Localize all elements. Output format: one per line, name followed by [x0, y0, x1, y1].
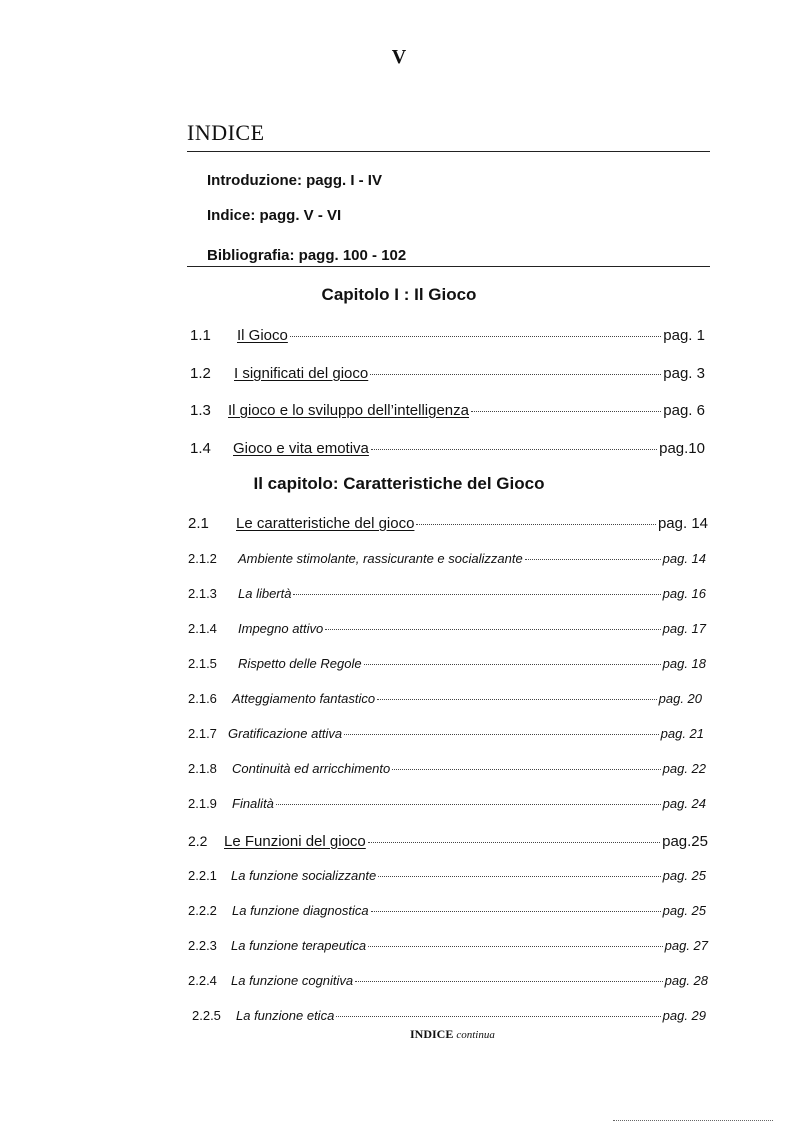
entry-page: pag. 25 [662, 903, 706, 918]
index-title: INDICE [187, 120, 265, 145]
entry-title: Le Funzioni del gioco [224, 833, 366, 850]
toc-entry[interactable] [190, 399, 705, 419]
toc-entry[interactable] [190, 362, 705, 382]
toc-entry[interactable] [188, 512, 708, 532]
dot-leader [471, 396, 661, 412]
entry-title: Le caratteristiche del gioco [236, 515, 415, 532]
toc-entry[interactable] [188, 936, 708, 953]
toc-entry[interactable] [188, 549, 706, 566]
entry-page: pag. 18 [662, 656, 706, 671]
toc-entry[interactable] [188, 971, 708, 988]
dot-leader [377, 686, 657, 700]
entry-page: pag. 6 [663, 402, 705, 419]
entry-title: Il gioco e lo sviluppo dell’intelligenza [228, 402, 469, 419]
footer-continued: continua [456, 1029, 495, 1041]
entry-number: 2.2.5 [192, 1008, 221, 1023]
entry-title: La funzione socializzante [231, 868, 377, 883]
entry-title: Atteggiamento fantastico [232, 691, 376, 706]
dot-leader [525, 546, 661, 560]
toc-entry[interactable] [188, 794, 706, 811]
entry-page: pag. 3 [663, 365, 705, 382]
entry-page: pag. 14 [662, 551, 706, 566]
entry-page: pag. 16 [662, 586, 706, 601]
dot-leader [392, 756, 660, 770]
dot-leader [364, 651, 661, 665]
dot-leader [378, 863, 660, 877]
entry-title: La funzione diagnostica [232, 903, 369, 918]
entry-page: pag.10 [659, 440, 705, 457]
toc-entry[interactable] [190, 437, 705, 457]
entry-title: Impegno attivo [238, 621, 324, 636]
chapter2-heading: Il capitolo: Caratteristiche del Gioco [253, 474, 545, 493]
entry-page: pag. 14 [657, 515, 708, 532]
entry-title: Finalità [232, 796, 274, 811]
entry-title: Il Gioco [237, 327, 288, 344]
footer-index-continued [410, 1027, 495, 1042]
dot-leader [416, 509, 656, 525]
page-number: V [391, 46, 407, 68]
entry-number: 2.2.1 [188, 868, 217, 883]
entry-page: pag.25 [662, 833, 708, 850]
toc-entry[interactable] [190, 324, 705, 344]
entry-title: La funzione terapeutica [231, 938, 367, 953]
margin-dots [613, 1120, 773, 1121]
entry-number: 2.1.2 [188, 551, 217, 566]
toc-entry[interactable] [188, 830, 708, 850]
entry-number: 2.2.4 [188, 973, 217, 988]
title-rule [187, 151, 710, 152]
entry-number: 1.3 [190, 402, 211, 419]
entry-page: pag. 17 [662, 621, 706, 636]
toc-entry[interactable] [188, 866, 706, 883]
entry-page: pag. 20 [658, 691, 702, 706]
intro-line-indice: Indice: pagg. V - VI [207, 207, 342, 224]
entry-number: 2.1.5 [188, 656, 217, 671]
dot-leader [336, 1003, 660, 1017]
entry-page: pag. 1 [663, 327, 705, 344]
dot-leader [293, 581, 660, 595]
dot-leader [344, 721, 658, 735]
footer-label: INDICE [410, 1027, 454, 1041]
entry-title: Continuità ed arricchimento [232, 761, 391, 776]
toc-entry[interactable] [188, 619, 706, 636]
entry-page: pag. 25 [662, 868, 706, 883]
entry-number: 2.1 [188, 515, 209, 532]
toc-entry[interactable] [188, 759, 706, 776]
entry-title: La funzione cognitiva [231, 973, 354, 988]
entry-page: pag. 24 [662, 796, 706, 811]
entry-page: pag. 22 [662, 761, 706, 776]
intro-line-introduzione: Introduzione: pagg. I - IV [207, 172, 382, 189]
entry-page: pag. 28 [664, 973, 708, 988]
entry-title: La funzione etica [236, 1008, 335, 1023]
dot-leader [355, 968, 662, 982]
dot-leader [368, 827, 660, 843]
entry-title: I significati del gioco [234, 365, 369, 382]
entry-page: pag. 29 [662, 1008, 706, 1023]
toc-entry[interactable] [188, 654, 706, 671]
toc-entry[interactable] [188, 689, 702, 706]
chapter1-heading: Capitolo I : Il Gioco [321, 285, 477, 304]
entry-number: 1.2 [190, 365, 211, 382]
entry-title: Rispetto delle Regole [238, 656, 362, 671]
entry-number: 2.2.2 [188, 903, 217, 918]
dot-leader [276, 791, 661, 805]
entry-title: Gioco e vita emotiva [233, 440, 369, 457]
entry-number: 2.1.8 [188, 761, 217, 776]
entry-page: pag. 27 [664, 938, 708, 953]
entry-number: 2.1.3 [188, 586, 217, 601]
entry-title: La libertà [238, 586, 292, 601]
entry-title: Ambiente stimolante, rassicurante e socializzante [238, 551, 523, 566]
intro-rule [187, 266, 710, 267]
intro-line-bibliografia: Bibliografia: pagg. 100 - 102 [207, 247, 407, 264]
toc-entry[interactable] [188, 584, 706, 601]
toc-entry[interactable] [188, 901, 706, 918]
entry-number: 2.1.9 [188, 796, 217, 811]
entry-page: pag. 21 [660, 726, 704, 741]
dot-leader [368, 933, 662, 947]
entry-number: 1.1 [190, 327, 211, 344]
entry-number: 2.1.6 [188, 691, 217, 706]
entry-number: 2.1.4 [188, 621, 217, 636]
entry-number: 1.4 [190, 440, 211, 457]
toc-entry[interactable] [192, 1006, 706, 1023]
dot-leader [371, 898, 661, 912]
entry-number: 2.2.3 [188, 938, 217, 953]
dot-leader [325, 616, 660, 630]
entry-title: Gratificazione attiva [228, 726, 343, 741]
entry-number: 2.2 [188, 833, 208, 849]
toc-entry[interactable] [188, 724, 704, 741]
entry-number: 2.1.7 [188, 726, 217, 741]
dot-leader [371, 434, 657, 450]
dot-leader [370, 359, 661, 375]
dot-leader [290, 321, 661, 337]
